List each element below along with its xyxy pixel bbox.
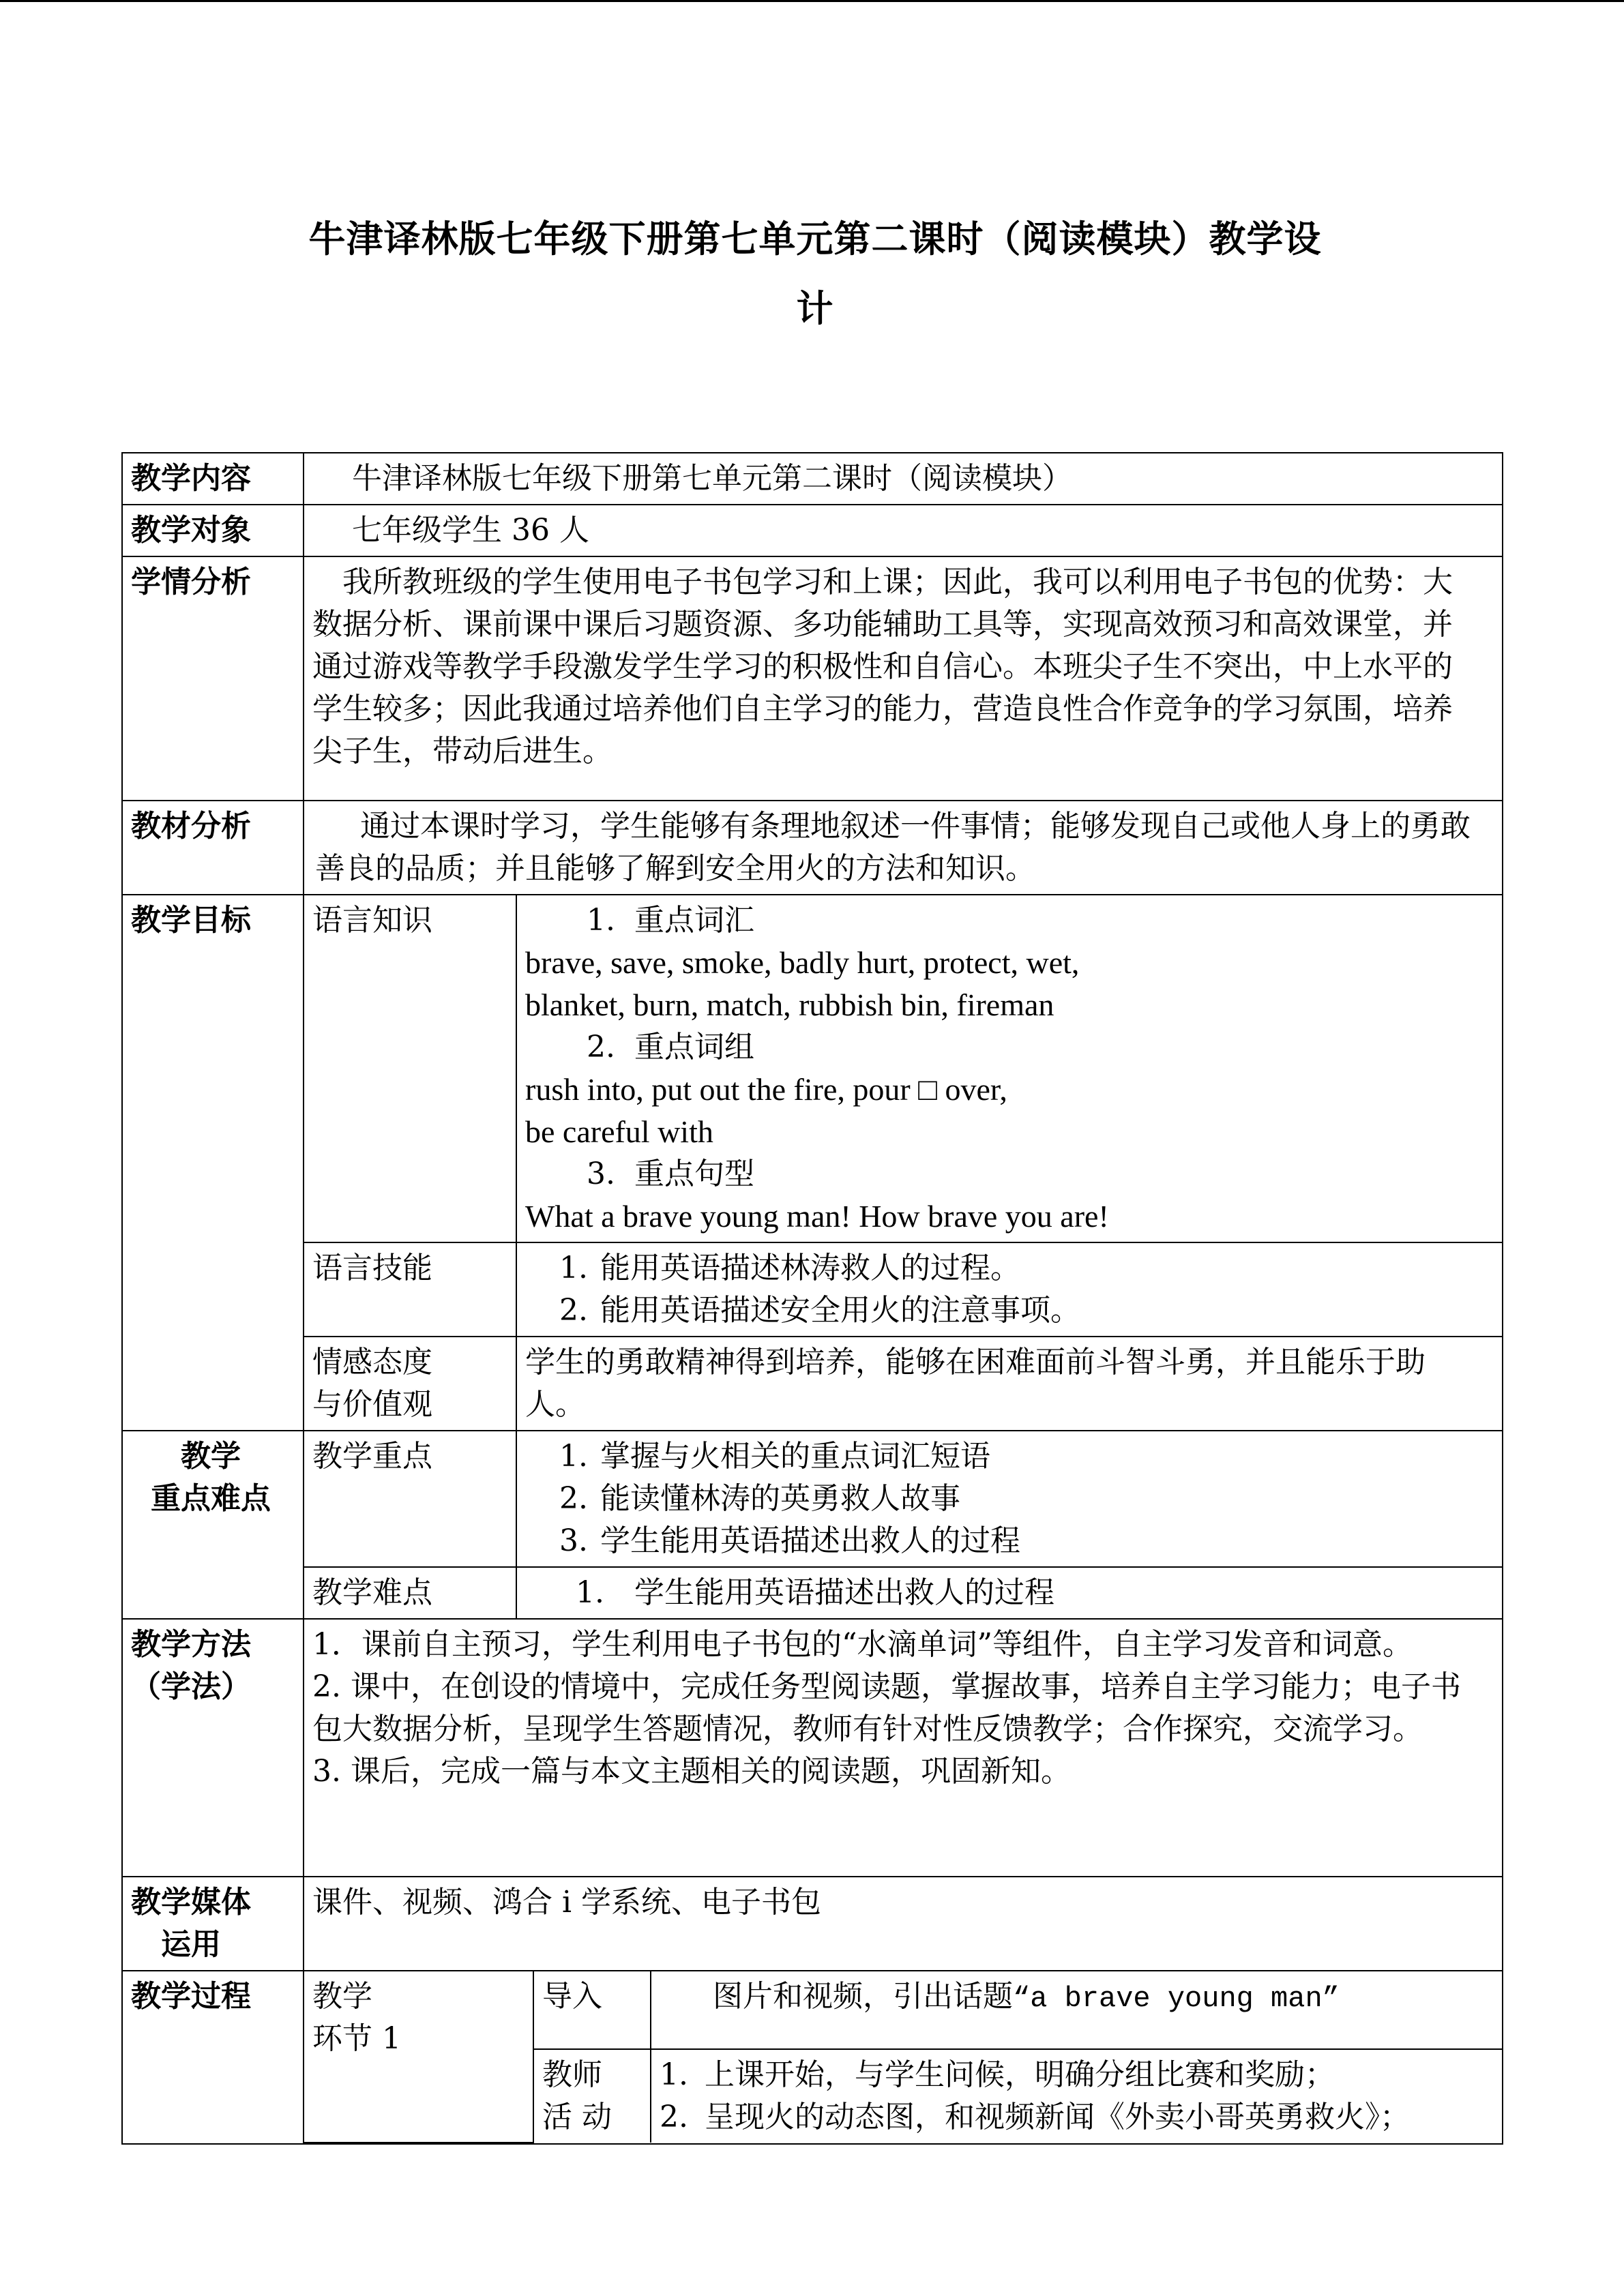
teaching-method-content [304,1619,1503,1877]
label-learner-analysis: 学情分析 [122,556,304,801]
method-para-3: 3. 课后，完成一篇与本文主题相关的阅读题，巩固新知。 [312,1754,1071,1789]
attitude-values-text: 学生的勇敢精神得到培养，能够在困难面前斗智斗勇，并且能乐于助人。 [516,1337,1503,1431]
knowledge-heading-2: 2. 重点词组 [587,1030,754,1064]
document-title [205,205,1426,344]
method-para-1: 1．课前自主预习，学生利用电子书包的“水滴单词”等组件，自主学习发音和词意。 [312,1627,1413,1662]
teaching-stage-1: 教学 环节 1 [304,1971,533,2143]
label-teaching-objectives: 教学目标 [122,895,304,1431]
teacher-activity-content [651,2049,1502,2143]
label-language-knowledge: 语言知识 [304,895,516,1242]
row-material-analysis [122,801,1503,895]
skill-item-2: 2. 能用英语描述安全用火的注意事项。 [559,1293,1080,1328]
learner-analysis-text: 我所教班级的学生使用电子书包学习和上课；因此，我可以利用电子书包的优势：大数据分析、课前课中课后习题资源、多功能辅助工具等，实现高效预习和高效课堂，并通过游戏等教学手段激发学生学习的积极性和自信心。本班尖子生不突出，中上水平的学生较多；因此我通过培养他们自主学习的能力，营造良性合作竞争的学习氛围，培养尖子生，带动后进生。 [304,556,1503,801]
row-learner-analysis [122,556,1503,801]
vocab-line-1: brave, save, smoke, badly hurt, protect, wet, [525,945,1080,980]
language-skills-content [516,1242,1503,1337]
teaching-media-text: 课件、视频、鸿合 i 学系统、电子书包 [304,1877,1503,1971]
label-teaching-process: 教学过程 [122,1971,304,2144]
label-teaching-media: 教学媒体 运用 [122,1877,304,1971]
label-teaching-content: 教学内容 [122,453,304,505]
lesson-plan-table [121,452,1503,2145]
row-objectives-knowledge [122,895,1503,1242]
intro-label: 导入 [533,1971,651,2049]
knowledge-heading-1: 1. 重点词汇 [587,903,754,938]
label-teaching-focus: 教学重点 [304,1431,516,1567]
teacher-activity-label: 教师 活 动 [533,2049,651,2143]
phrase-line-2: be careful with [525,1114,713,1149]
method-para-2: 2. 课中，在创设的情境中，完成任务型阅读题，掌握故事，培养自主学习能力；电子书包大数据分析，呈现学生答题情况，教师有针对性反馈教学；合作探究，交流学习。 [312,1669,1461,1746]
key-sentence: What a brave young man! How brave you are! [525,1199,1109,1234]
focus-item-2: 2. 能读懂林涛的英勇救人故事 [559,1481,960,1516]
teacher-item-1: 1. 上课开始，与学生问候，明确分组比赛和奖励； [660,2057,1335,2092]
label-language-skills: 语言技能 [304,1242,516,1337]
process-intro-row [304,1971,1502,2049]
row-objectives-skills [122,1242,1503,1337]
intro-content: 图片和视频，引出话题“a brave young man” [651,1971,1502,2049]
title-line-1: 牛津译林版七年级下册第七单元第二课时（阅读模块）教学设 [308,218,1322,260]
teaching-process-table [304,1971,1502,2143]
page-top-border [0,0,1624,2]
focus-item-3: 3. 学生能用英语描述出救人的过程 [559,1523,1020,1558]
teaching-difficulty-content: 1. 学生能用英语描述出救人的过程 [516,1567,1503,1619]
teaching-focus-content [516,1431,1503,1567]
row-difficulty [122,1567,1503,1619]
focus-item-1: 1. 掌握与火相关的重点词汇短语 [559,1439,990,1474]
teaching-audience-text: 七年级学生 36 人 [304,505,1503,556]
label-teaching-method: 教学方法 （学法） [122,1619,304,1877]
label-key-difficult-points: 教学 重点难点 [122,1431,304,1619]
teaching-content-text: 牛津译林版七年级下册第七单元第二课时（阅读模块） [304,453,1503,505]
knowledge-heading-3: 3. 重点句型 [587,1157,754,1191]
label-material-analysis: 教材分析 [122,801,304,895]
teaching-process-cell [304,1971,1503,2144]
vocab-line-2: blanket, burn, match, rubbish bin, fireman [525,987,1054,1022]
title-line-2: 计 [796,287,834,330]
row-objectives-attitude [122,1337,1503,1431]
row-teaching-content [122,453,1503,505]
row-teaching-process [122,1971,1503,2144]
label-attitude-values: 情感态度 与价值观 [304,1337,516,1431]
teacher-item-2: 2. 呈现火的动态图，和视频新闻《外卖小哥英勇救火》； [660,2100,1410,2134]
material-analysis-text: 通过本课时学习，学生能够有条理地叙述一件事情；能够发现自己或他人身上的勇敢善良的品质；并且能够了解到安全用火的方法和知识。 [304,801,1503,895]
row-teaching-method [122,1619,1503,1877]
language-knowledge-content [516,895,1503,1242]
label-teaching-audience: 教学对象 [122,505,304,556]
row-teaching-media [122,1877,1503,1971]
skill-item-1: 1. 能用英语描述林涛救人的过程。 [559,1251,1020,1285]
phrase-line-1: rush into, put out the fire, pour □ over, [525,1072,1007,1107]
row-teaching-audience [122,505,1503,556]
label-teaching-difficulty: 教学难点 [304,1567,516,1619]
row-key-points [122,1431,1503,1567]
